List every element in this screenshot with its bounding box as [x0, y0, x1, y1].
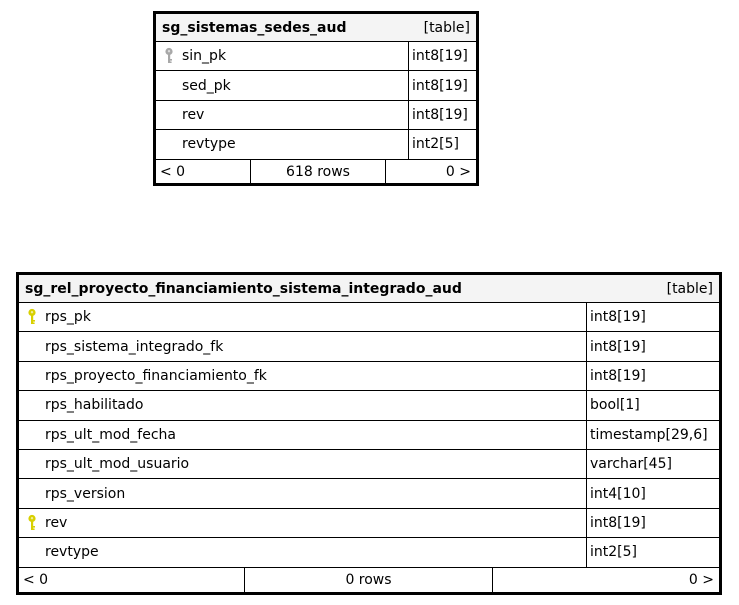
- column-name-cell: [19, 391, 587, 419]
- column-row[interactable]: [19, 332, 719, 361]
- column-row[interactable]: [156, 71, 476, 100]
- column-row[interactable]: [19, 303, 719, 332]
- column-name: rev: [45, 514, 68, 531]
- column-name: revtype: [182, 136, 236, 153]
- column-icon-placeholder: [19, 362, 45, 390]
- column-type: bool[1]: [590, 397, 640, 414]
- table-name: sg_sistemas_sedes_aud: [162, 19, 347, 36]
- column-name-cell: [19, 421, 587, 449]
- column-icon-placeholder: [19, 391, 45, 419]
- column-name: rps_pk: [45, 309, 91, 326]
- column-row[interactable]: [19, 538, 719, 567]
- table-footer: [19, 568, 719, 592]
- column-type: varchar[45]: [590, 456, 672, 473]
- column-name: rps_ult_mod_fecha: [45, 426, 176, 443]
- column-name: rps_proyecto_financiamiento_fk: [45, 367, 267, 384]
- column-type: timestamp[29,6]: [590, 426, 708, 443]
- column-icon-placeholder: [19, 421, 45, 449]
- column-row[interactable]: [156, 130, 476, 159]
- column-name: rps_sistema_integrado_fk: [45, 338, 224, 355]
- table-header[interactable]: [156, 14, 476, 42]
- column-row[interactable]: [156, 101, 476, 130]
- column-type: int4[10]: [590, 485, 646, 502]
- column-name: rps_habilitado: [45, 397, 144, 414]
- column-row[interactable]: [19, 391, 719, 420]
- column-icon-placeholder: [19, 538, 45, 566]
- column-name: rps_version: [45, 485, 126, 502]
- column-name: rps_ult_mod_usuario: [45, 456, 190, 473]
- next-page-button[interactable]: 0 >: [688, 571, 714, 588]
- column-type: int8[19]: [590, 338, 646, 355]
- column-name-cell: [19, 332, 587, 360]
- column-type: int2[5]: [412, 136, 459, 153]
- column-type: int8[19]: [590, 309, 646, 326]
- column-name-cell: [156, 42, 409, 70]
- prev-page-button[interactable]: < 0: [156, 160, 251, 184]
- table-header[interactable]: [19, 275, 719, 303]
- row-count: 618 rows: [251, 160, 386, 184]
- column-type: int2[5]: [590, 544, 637, 561]
- table-kind: [table]: [423, 19, 470, 36]
- column-row[interactable]: [19, 421, 719, 450]
- column-row[interactable]: [19, 362, 719, 391]
- column-row[interactable]: [19, 450, 719, 479]
- table-kind: [table]: [666, 280, 713, 297]
- column-type: int8[19]: [590, 367, 646, 384]
- column-name-cell: [19, 509, 587, 537]
- column-name: sed_pk: [182, 77, 231, 94]
- column-row[interactable]: [19, 479, 719, 508]
- column-name-cell: [19, 479, 587, 507]
- column-type: int8[19]: [412, 77, 468, 94]
- column-name-cell: [19, 450, 587, 478]
- column-icon-placeholder: [19, 479, 45, 507]
- column-name-cell: [156, 130, 409, 158]
- column-name: rev: [182, 106, 205, 123]
- primary-key-icon: [19, 509, 45, 537]
- column-row[interactable]: [19, 509, 719, 538]
- column-type: int8[19]: [412, 48, 468, 65]
- table-sg-rel-proyecto-financiamiento-sistema-integrado-aud[interactable]: [16, 272, 722, 595]
- column-name: revtype: [45, 544, 99, 561]
- table-sg-sistemas-sedes-aud[interactable]: [153, 11, 479, 186]
- column-icon-placeholder: [156, 130, 182, 158]
- primary-key-icon: [19, 303, 45, 331]
- column-list: [19, 303, 719, 568]
- column-icon-placeholder: [19, 450, 45, 478]
- column-name-cell: [19, 538, 587, 566]
- key-icon: [156, 42, 182, 70]
- column-list: [156, 42, 476, 160]
- column-icon-placeholder: [156, 71, 182, 99]
- column-name-cell: [156, 101, 409, 129]
- column-name-cell: [156, 71, 409, 99]
- column-name-cell: [19, 362, 587, 390]
- column-row[interactable]: [156, 42, 476, 71]
- column-type: int8[19]: [412, 106, 468, 123]
- table-name: sg_rel_proyecto_financiamiento_sistema_integrado_aud: [25, 280, 462, 297]
- row-count: 0 rows: [245, 568, 493, 592]
- next-page-button[interactable]: 0 >: [445, 163, 471, 180]
- column-name-cell: [19, 303, 587, 331]
- column-icon-placeholder: [156, 101, 182, 129]
- column-name: sin_pk: [182, 48, 227, 65]
- prev-page-button[interactable]: < 0: [19, 568, 245, 592]
- column-icon-placeholder: [19, 332, 45, 360]
- column-type: int8[19]: [590, 514, 646, 531]
- table-footer: [156, 160, 476, 184]
